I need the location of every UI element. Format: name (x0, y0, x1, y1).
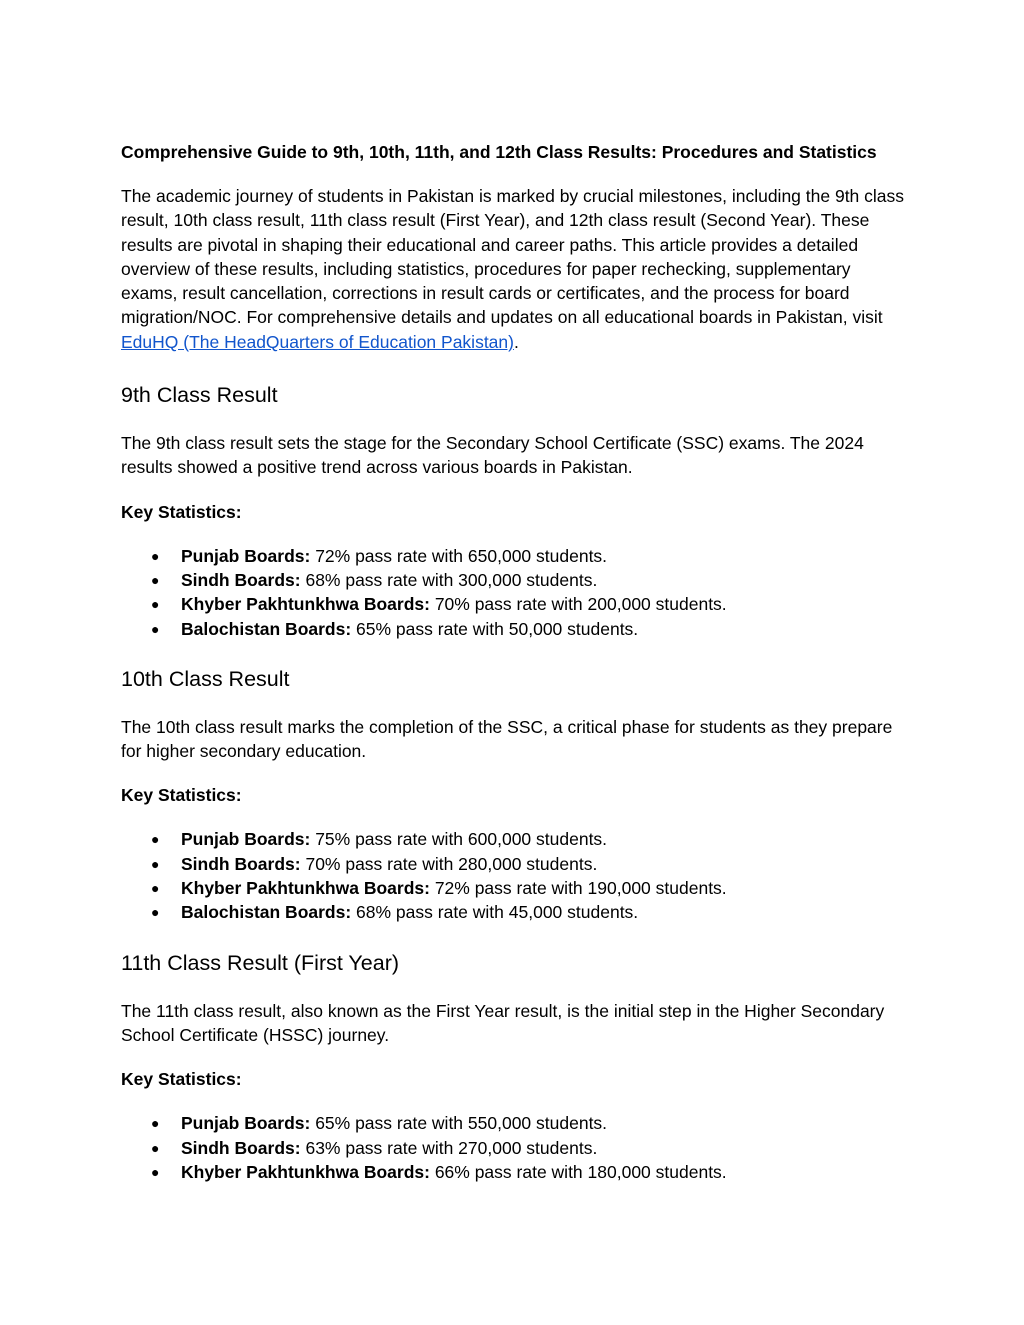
board-name: Sindh Boards: (181, 1137, 301, 1158)
bullet-icon: ● (151, 855, 160, 872)
board-name: Khyber Pakhtunkhwa Boards: (181, 878, 430, 899)
bullet-icon: ● (151, 1115, 160, 1132)
statistics-list-11th (121, 1111, 911, 1184)
statistics-list-9th (121, 544, 911, 641)
board-stat: 72% pass rate with 650,000 students. (310, 545, 608, 566)
section-heading-10th: 10th Class Result (121, 666, 290, 691)
board-name: Punjab Boards: (181, 829, 311, 850)
list-item (121, 617, 911, 641)
board-stat: 65% pass rate with 50,000 students. (351, 618, 639, 639)
section-paragraph-9th: The 9th class result sets the stage for the Secondary School Certificate (SSC) exams. The 2024 results showed a positive trend across various boards in Pakistan. (121, 433, 864, 478)
intro-paragraph (121, 184, 911, 354)
bullet-icon: ● (151, 547, 160, 564)
bullet-icon: ● (151, 571, 160, 588)
board-stat: 68% pass rate with 300,000 students. (300, 569, 598, 590)
list-item (121, 852, 911, 876)
board-name: Sindh Boards: (181, 853, 301, 874)
bullet-icon: ● (151, 596, 160, 613)
board-stat: 65% pass rate with 550,000 students. (310, 1113, 608, 1134)
board-stat: 70% pass rate with 200,000 students. (429, 594, 727, 615)
board-stat: 70% pass rate with 280,000 students. (300, 853, 598, 874)
list-item (121, 544, 911, 568)
bullet-icon: ● (151, 1163, 160, 1180)
bullet-icon: ● (151, 880, 160, 897)
document-title: Comprehensive Guide to 9th, 10th, 11th, and 12th Class Results: Procedures and Statistics (121, 142, 877, 162)
section-heading-9th: 9th Class Result (121, 383, 278, 408)
board-name: Balochistan Boards: (181, 618, 352, 639)
key-statistics-label-11th: Key Statistics: (121, 1069, 242, 1090)
statistics-list-10th (121, 827, 911, 924)
section-heading-11th: 11th Class Result (First Year) (121, 950, 400, 975)
bullet-icon: ● (151, 620, 160, 637)
list-item (121, 568, 911, 592)
board-name: Punjab Boards: (181, 545, 311, 566)
key-statistics-label-10th: Key Statistics: (121, 785, 242, 806)
section-paragraph-11th: The 11th class result, also known as the First Year result, is the initial step in the Higher Secondary School Certificate (HSSC) journey. (121, 1000, 885, 1045)
document-page (121, 140, 911, 1208)
section-paragraph-10th: The 10th class result marks the completion of the SSC, a critical phase for students as they prepare for higher secondary education. (121, 716, 893, 762)
list-item (121, 592, 911, 616)
board-name: Sindh Boards: (181, 569, 301, 590)
bullet-icon: ● (151, 1139, 160, 1156)
intro-text: The academic journey of students in Pakistan is marked by crucial milestones, including the 9th class result, 10th class result, 11th class result (First Year), and 12th class result (Second Year). These results are pivotal in shaping their educational and career paths. This article provides a detailed overview of these results, including statistics, procedures for paper rechecking, supplementary exams, result cancellation, corrections in result cards or certificates, and the process for board migration/NOC. For comprehensive details and updates on all educational boards in Pakistan, visit (121, 186, 905, 328)
board-name: Punjab Boards: (181, 1113, 311, 1134)
bullet-icon: ● (151, 904, 160, 921)
board-stat: 66% pass rate with 180,000 students. (429, 1161, 727, 1182)
list-item (121, 900, 911, 924)
board-stat: 72% pass rate with 190,000 students. (429, 878, 727, 899)
bullet-icon: ● (151, 831, 160, 848)
board-stat: 68% pass rate with 45,000 students. (351, 902, 639, 923)
list-item (121, 1160, 911, 1184)
board-stat: 75% pass rate with 600,000 students. (310, 829, 608, 850)
board-name: Khyber Pakhtunkhwa Boards: (181, 1161, 430, 1182)
eduhq-link[interactable]: EduHQ (The HeadQuarters of Education Pakistan) (121, 331, 514, 352)
board-name: Khyber Pakhtunkhwa Boards: (181, 594, 430, 615)
list-item (121, 827, 911, 851)
board-stat: 63% pass rate with 270,000 students. (300, 1137, 598, 1158)
key-statistics-label-9th: Key Statistics: (121, 501, 242, 522)
board-name: Balochistan Boards: (181, 902, 352, 923)
intro-period: . (513, 331, 519, 352)
list-item (121, 876, 911, 900)
list-item (121, 1136, 911, 1160)
list-item (121, 1111, 911, 1135)
